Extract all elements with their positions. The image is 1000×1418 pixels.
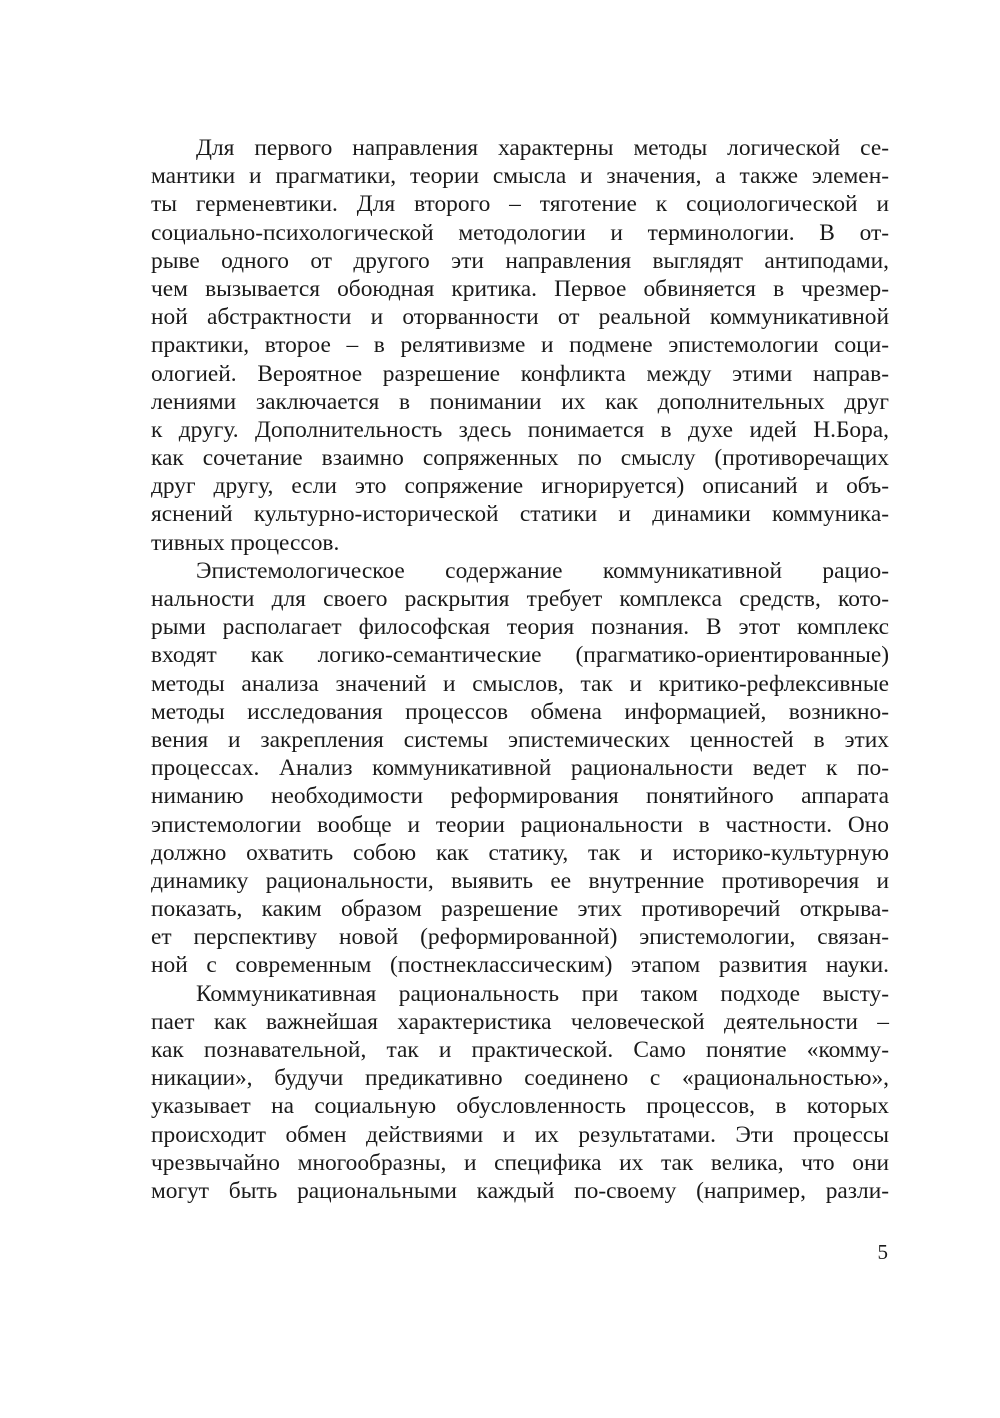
text-line: должно охватить собою как статику, так и историко-культурную [151, 839, 889, 866]
text-line: динамику рациональности, выявить ее внутренние противоречия и [151, 867, 889, 894]
text-line: процессах. Анализ коммуникативной рациональности ведет к по- [151, 755, 889, 782]
text-line: ет перспективу новой (реформированной) эпистемологии, связан- [151, 924, 889, 951]
text-line: рыми располагает философская теория познания. В этот комплекс [151, 614, 889, 641]
text-line: показать, каким образом разрешение этих противоречий открыва- [151, 896, 889, 923]
text-line: чем вызывается обоюдная критика. Первое обвиняется в чрезмер- [151, 275, 889, 302]
body-text [151, 134, 889, 1205]
text-line: друг другу, если это сопряжение игнорируется) описаний и объ- [151, 473, 889, 500]
text-line: методы анализа значений и смыслов, так и критико-рефлексивные [151, 670, 889, 697]
text-line: чрезвычайно многообразны, и специфика их так велика, что они [151, 1149, 889, 1176]
text-line: вения и закрепления системы эпистемических ценностей в этих [151, 726, 889, 753]
text-line: социально-психологической методологии и терминологии. В от- [151, 219, 889, 246]
text-line: лениями заключается в понимании их как дополнительных друг [151, 388, 889, 415]
text-line: рыве одного от другого эти направления выглядят антиподами, [151, 247, 889, 274]
text-line: Эпистемологическое содержание коммуникативной рацио- [196, 557, 889, 584]
text-line: мантики и прагматики, теории смысла и значения, а также элемен- [151, 163, 889, 190]
paragraph-2 [151, 557, 889, 980]
text-line: к другу. Дополнительность здесь понимается в духе идей Н.Бора, [151, 416, 889, 443]
text-line: практики, второе – в релятивизме и подмене эпистемологии соци- [151, 332, 889, 359]
paragraph-1 [151, 134, 889, 557]
text-line: тивных процессов. [151, 529, 340, 556]
text-line: яснений культурно-исторической статики и динамики коммуника- [151, 501, 889, 528]
text-line: Для первого направления характерны методы логической се- [196, 135, 889, 161]
text-line: Коммуникативная рациональность при таком подходе высту- [196, 980, 889, 1007]
text-line: ной с современным (постнеклассическим) этапом развития науки. [151, 952, 889, 979]
text-line: как познавательной, так и практической. Само понятие «комму- [151, 1037, 889, 1063]
page-number: 5 [877, 1240, 888, 1264]
text-line: происходит обмен действиями и их результатами. Эти процессы [151, 1121, 889, 1148]
text-line: никации», будучи предикативно соединено с «рациональностью», [151, 1065, 889, 1092]
text-line: могут быть рациональными каждый по-своему (например, разли- [151, 1177, 889, 1204]
text-line: эпистемологии вообще и теории рациональности в частности. Оно [151, 811, 889, 838]
text-line: ологией. Вероятное разрешение конфликта между этими направ- [151, 360, 889, 387]
text-line: ной абстрактности и оторванности от реальной коммуникативной [151, 304, 889, 331]
text-line: пает как важнейшая характеристика человеческой деятельности – [151, 1008, 889, 1035]
text-line: как сочетание взаимно сопряженных по смыслу (противоречащих [151, 445, 889, 472]
text-line: входят как логико-семантические (прагматико-ориентированные) [151, 642, 889, 669]
paragraph-3 [151, 980, 889, 1206]
text-line: ниманию необходимости реформирования понятийного аппарата [151, 783, 889, 810]
text-line: ты герменевтики. Для второго – тяготение к социологической и [151, 191, 889, 218]
text-line: методы исследования процессов обмена информацией, возникно- [151, 698, 889, 725]
text-line: указывает на социальную обусловленность процессов, в которых [151, 1093, 889, 1120]
text-line: нальности для своего раскрытия требует комплекса средств, кото- [151, 586, 889, 612]
